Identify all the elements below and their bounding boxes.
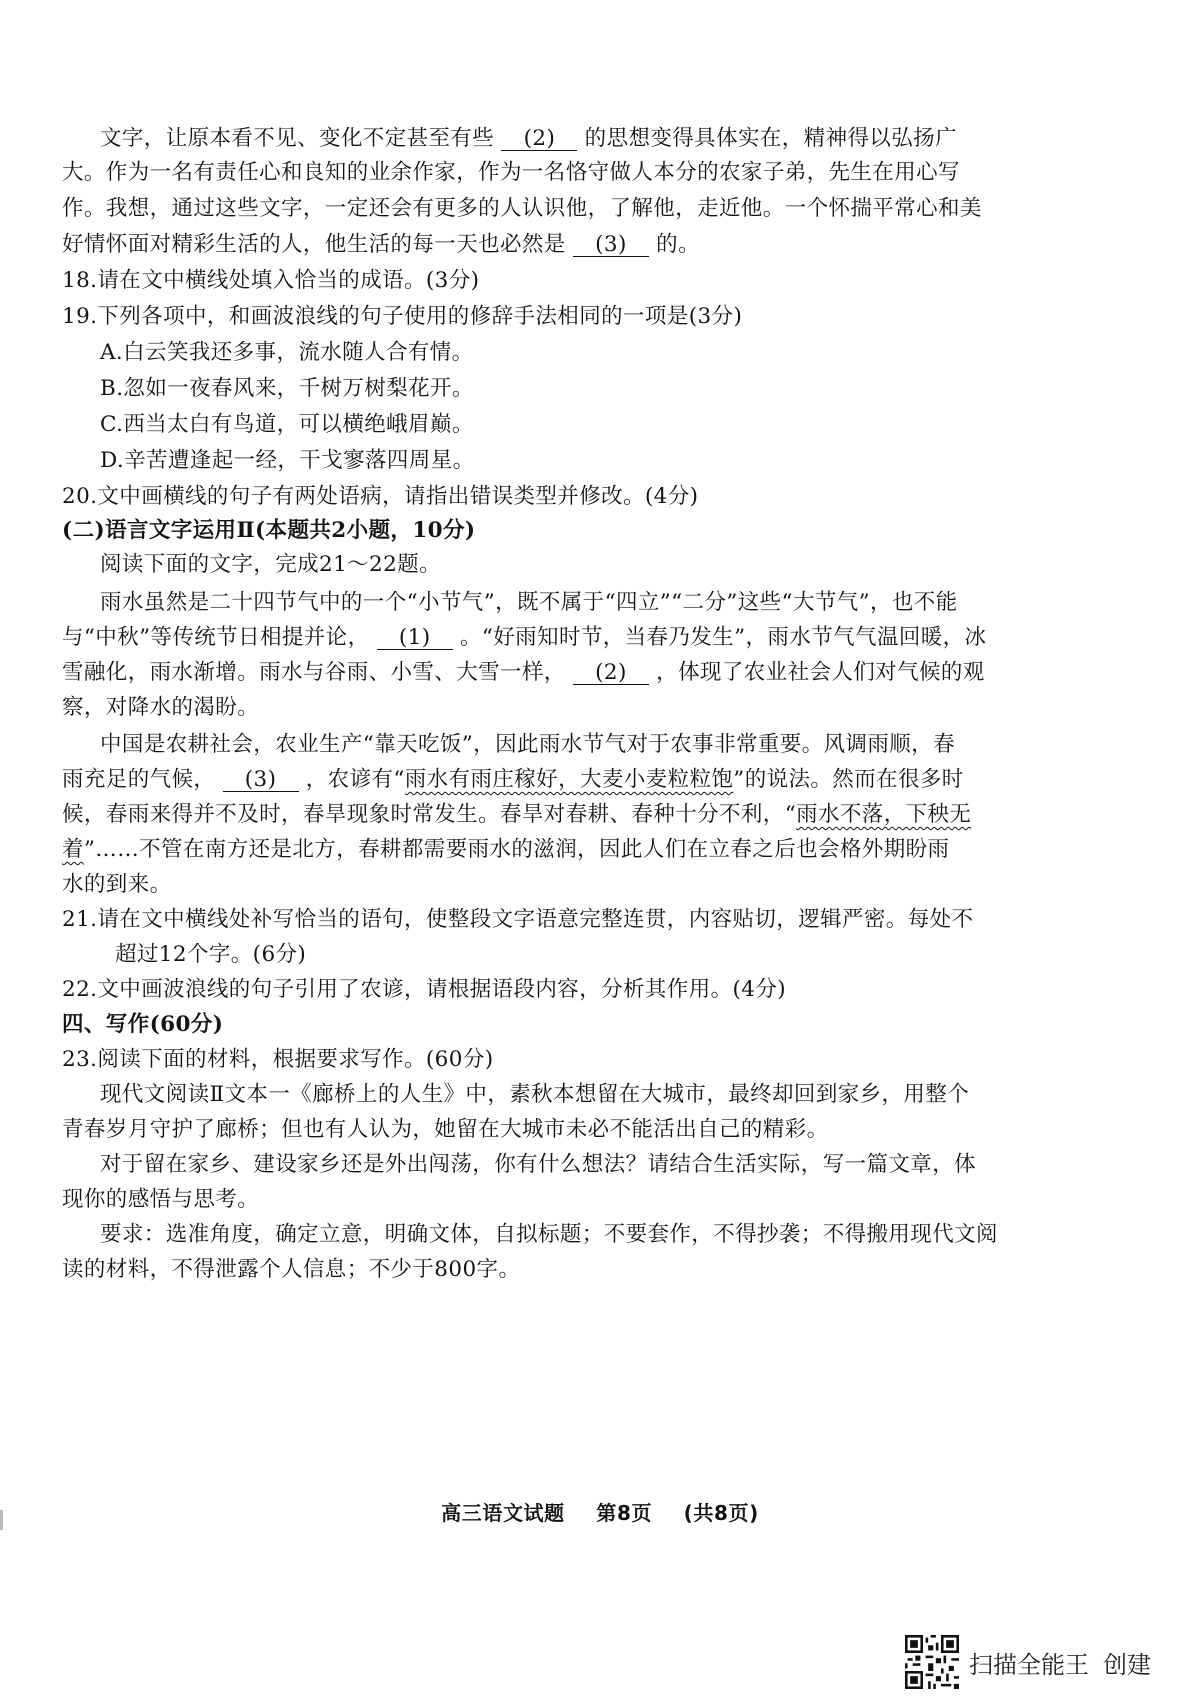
passage-text: 。“好雨知时节，当春乃发生”，雨水节气气温回暖，冰 <box>459 625 987 650</box>
fill-blank-3: (3) <box>223 769 299 792</box>
wavy-underlined-proverb: 着 <box>62 837 84 862</box>
passage-line <box>62 230 700 260</box>
passage-text: ，农谚有“ <box>305 767 405 792</box>
passage-text: ”的说法。然而在很多时 <box>733 767 964 792</box>
fill-blank-3: (3) <box>573 234 649 257</box>
material-line: 现你的感悟与思考。 <box>62 1187 260 1212</box>
option-b: B.忽如一夜春风来，千树万树梨花开。 <box>100 376 474 401</box>
passage-text: 的。 <box>656 232 700 257</box>
footer-subject: 高三语文试题 <box>441 1501 565 1525</box>
passage-line: 雨水虽然是二十四节气中的一个“小节气”，既不属于“四立”“二分”这些“大节气”，也不能 <box>100 590 958 615</box>
passage-line <box>62 835 949 865</box>
option-c: C.西当太白有鸟道，可以横绝峨眉巅。 <box>100 412 474 437</box>
qr-code-icon <box>905 1635 959 1689</box>
fill-blank-2: (2) <box>573 662 649 685</box>
passage-text: 好情怀面对精彩生活的人，他生活的每一天也必然是 <box>62 232 566 257</box>
question-23: 23.阅读下面的材料，根据要求写作。(60分) <box>62 1047 494 1072</box>
scanner-app-name: 扫描全能王 <box>969 1650 1089 1679</box>
material-line: 青春岁月守护了廊桥；但也有人认为，她留在大城市未必不能活出自己的精彩。 <box>62 1117 829 1142</box>
passage-line <box>62 765 964 795</box>
passage-line: 中国是农耕社会，农业生产“靠天吃饭”，因此雨水节气对于农事非常重要。风调雨顺，春 <box>100 732 955 757</box>
passage-line <box>100 124 957 154</box>
scanner-created-label: 创建 <box>1103 1650 1151 1679</box>
question-20: 20.文中画横线的句子有两处语病，请指出错误类型并修改。(4分) <box>62 484 699 509</box>
question-21: 21.请在文中横线处补写恰当的语句，使整段文字语意完整连贯，内容贴切，逻辑严密。每处不 <box>62 907 974 932</box>
passage-text: 雪融化，雨水渐增。雨水与谷雨、小雪、大雪一样， <box>62 660 566 685</box>
option-a: A.白云笑我还多事，流水随人合有情。 <box>100 340 474 365</box>
question-19-stem: 19.下列各项中，和画波浪线的句子使用的修辞手法相同的一项是(3分) <box>62 304 743 329</box>
passage-line <box>62 658 985 688</box>
passage-line: 察，对降水的渴盼。 <box>62 695 260 720</box>
question-18: 18.请在文中横线处填入恰当的成语。(3分) <box>62 268 480 293</box>
passage-text: 与“中秋”等传统节日相提并论， <box>62 625 370 650</box>
material-line: 现代文阅读Ⅱ文本一《廊桥上的人生》中，素秋本想留在大城市，最终却回到家乡，用整个 <box>100 1082 970 1107</box>
fill-blank-1: (1) <box>377 627 453 650</box>
fill-blank-2: (2) <box>501 128 577 151</box>
reading-instruction: 阅读下面的文字，完成21～22题。 <box>100 552 442 577</box>
wavy-underlined-proverb: 雨水有雨庄稼好，大麦小麦粒粒饱 <box>404 767 734 792</box>
scanner-watermark <box>905 1632 1151 1692</box>
passage-line: 作。我想，通过这些文字，一定还会有更多的人认识他，了解他，走近他。一个怀揣平常心和美 <box>62 196 982 221</box>
section-title: 四、写作(60分) <box>62 1012 224 1037</box>
passage-text: ，体现了农业社会人们对气候的观 <box>656 660 985 685</box>
passage-text: 候，春雨来得并不及时，春旱现象时常发生。春旱对春耕、春种十分不利，“ <box>62 802 797 827</box>
passage-line <box>62 623 986 653</box>
passage-line: 大。作为一名有责任心和良知的业余作家，作为一名恪守做人本分的农家子弟，先生在用心写 <box>62 160 960 185</box>
passage-text: ”……不管在南方还是北方，春耕都需要雨水的滋润，因此人们在立春之后也会格外期盼雨 <box>83 837 950 862</box>
footer-page-number: 第8页 <box>596 1501 653 1525</box>
requirement-line: 读的材料，不得泄露个人信息；不少于800字。 <box>62 1257 521 1282</box>
passage-text: 文字，让原本看不见、变化不定甚至有些 <box>100 126 495 151</box>
question-22: 22.文中画波浪线的句子引用了农谚，请根据语段内容，分析其作用。(4分) <box>62 977 787 1002</box>
wavy-underlined-proverb: 雨水不落，下秧无 <box>796 802 972 827</box>
passage-line: 水的到来。 <box>62 872 172 897</box>
passage-text: 雨充足的气候， <box>62 767 216 792</box>
option-d: D.辛苦遭逢起一经，干戈寥落四周星。 <box>100 448 475 473</box>
passage-line <box>62 800 971 830</box>
requirement-line: 要求：选准角度，确定立意，明确文体，自拟标题；不要套作，不得抄袭；不得搬用现代文阅 <box>100 1222 998 1247</box>
question-21-cont: 超过12个字。(6分) <box>115 942 307 967</box>
page-footer <box>0 1497 1200 1526</box>
footer-total-pages: (共8页) <box>683 1501 759 1525</box>
material-line: 对于留在家乡、建设家乡还是外出闯荡，你有什么想法？请结合生活实际，写一篇文章，体 <box>100 1152 977 1177</box>
passage-text: 的思想变得具体实在，精神得以弘扬广 <box>584 126 957 151</box>
section-title: (二)语言文字运用Ⅱ(本题共2小题，10分) <box>62 518 476 543</box>
